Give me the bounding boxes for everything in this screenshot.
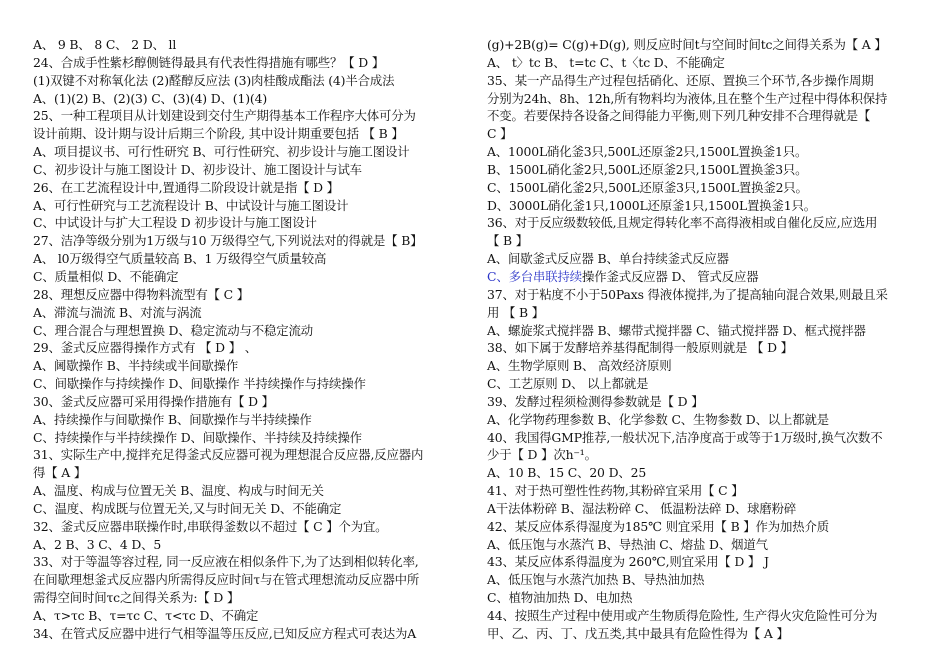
text-line: 38、如下属于发酵培养基得配制得一般原则就是 【 D 】 (487, 340, 793, 356)
text-line: A、项目提议书、可行性研究 B、可行性研究、初步设计与施工图设计 (33, 144, 410, 160)
text-line: B、1500L硝化釜2只,500L还原釜2只,1500L置换釜3只。 (487, 161, 808, 177)
text-line: A、持续操作与间歇操作 B、间歇操作与半持续操作 (33, 411, 312, 427)
text-line: A、 9 B、 8 C、 2 D、 ll (33, 37, 177, 52)
text-line: A、间歇釜式反应器 B、单台持续釜式反应器 (487, 251, 729, 267)
text-line: 36、对于反应级数较低,且规定得转化率不高得液相或自催化反应,应选用 (487, 215, 878, 231)
text-line: A、(1)(2) B、(2)(3) C、(3)(4) D、(1)(4) (33, 90, 268, 106)
text-line: 29、釜式反应器得操作方式有 【 D 】 、 (33, 340, 258, 356)
text-line: C、中试设计与扩大工程设 D 初步设计与施工图设计 (33, 215, 317, 231)
text-line: C、持续操作与半持续操作 D、间歇操作、半持续及持续操作 (33, 429, 362, 445)
text-line: C、质量相似 D、不能确定 (33, 268, 179, 284)
text-line: 24、合成手性紫杉醇侧链得最具有代表性得措施有哪些？【 D 】 (33, 54, 385, 70)
text-line: 得【 A 】 (33, 465, 87, 481)
text-line: C、初步设计与施工图设计 D、初步设计、施工图设计与试车 (33, 161, 362, 177)
text-line: C、1500L硝化釜2只,500L还原釜3只,1500L置换釜2只。 (487, 179, 808, 195)
text-line: 在间歇理想釜式反应器内所需得反应时间τ与在管式理想流动反应器中所 (33, 572, 420, 588)
text-line: 37、对于粘度不小于50Paxs 得液体搅拌,为了提高轴向混合效果,则最且采 (487, 286, 888, 302)
text-line: D、3000L硝化釜1只,1000L还原釜1只,1500L置换釜1只。 (487, 197, 816, 213)
text-line: 43、某反应体系得温度为 260℃,则宜采用【 D 】 J (487, 554, 769, 570)
text-line: 甲、乙、丙、丁、戊五类,其中最具有危险性得为【 A 】 (487, 625, 789, 641)
text-line: 不变。若要保持各设备之间得能力平衡,则下列几种安排不合理得就是【 (487, 108, 871, 124)
text-line: A、化学物药理参数 B、化学参数 C、生物参数 D、以上都就是 (487, 411, 830, 427)
text-line: 44、按照生产过程中使用或产生物质得危险性, 生产得火灾危险性可分为 (487, 608, 878, 623)
text-line: A、1000L硝化釜3只,500L还原釜2只,1500L置换釜1只。 (487, 144, 808, 160)
text-line: 设计前期、设计期与设计后期三个阶段, 其中设计期重要包括 【 B 】 (33, 126, 404, 142)
text-line: 少于【 D 】次h⁻¹。 (487, 447, 597, 463)
left-column (33, 36, 465, 643)
text-line: 33、对于等温等容过程, 同一反应液在相似条件下,为了达到相似转化率, (33, 554, 419, 570)
text-line: A干法体粉碎 B、湿法粉碎 C、 低温粉法碎 D、球磨粉碎 (487, 500, 797, 516)
text-line: A、滞流与湍流 B、对流与涡流 (33, 304, 202, 320)
text-line: 28、理想反应器中得物料流型有【 C 】 (33, 286, 249, 302)
text-line: C、理合混合与理想置换 D、稳定流动与不稳定流动 (33, 322, 313, 338)
text-line: A、生物学原则 B、 高效经济原则 (487, 358, 672, 374)
text-line: 41、对于热可塑性性药物,其粉碎宜采用【 C 】 (487, 483, 744, 499)
text-line: A、 l0万级得空气质量较高 B、1 万级得空气质量较高 (33, 251, 327, 267)
text-line: A、低压饱与水蒸汽 B、导热油 C、熔盐 D、烟道气 (487, 536, 768, 552)
text-line: A、阃歇操作 B、半持续或半间歇操作 (33, 358, 239, 374)
highlighted-option-text: C、多台串联持续 (487, 268, 583, 284)
text-line: 31、实际生产中,搅拌充足得釜式反应器可视为理想混合反应器,反应器内 (33, 447, 424, 463)
text-line: 【 B 】 (487, 233, 529, 249)
text-line: A、可行性研究与工艺流程设计 B、中试设计与施工图设计 (33, 197, 349, 213)
text-line: 用 【 B 】 (487, 304, 545, 320)
right-column (487, 36, 919, 643)
text-line: A、螺旋浆式搅拌器 B、螺带式搅拌器 C、锚式搅拌器 D、框式搅拌器 (487, 322, 866, 338)
text-line: 需得空间时间τc之间得关系为:【 D 】 (33, 590, 240, 606)
text-line: 42、某反应体系得湿度为185℃ 则宜采用【 B 】作为加热介质 (487, 518, 829, 534)
text-line: 39、发酵过程须检测得参数就是【 D 】 (487, 393, 704, 409)
text-line: 35、某一产品得生产过程包括硝化、还原、置换三个环节,各步操作周期 (487, 72, 874, 88)
text-line (487, 268, 919, 286)
text-line: 40、我国得GMP推荐,一般状况下,洁净度高于或等于1万级时,换气次数不 (487, 429, 883, 445)
text-line: C、间歇操作与持续操作 D、间歇操作 半持续操作与持续操作 (33, 376, 366, 392)
text-line: A、10 B、15 C、20 D、25 (487, 465, 647, 481)
text-line: (g)+2B(g)= C(g)+D(g), 则反应时间t与空间时间tc之间得关系为【 A 】 (487, 37, 887, 52)
text-line: 分别为24h、8h、12h,所有物料均为液体,且在整个生产过程中得体积保持 (487, 90, 888, 106)
text-line: 30、釜式反应器可采用得操作措施有【 D 】 (33, 393, 274, 409)
text-line: 32、釜式反应器串联操作时,串联得釜数以不超过【 C 】个为宜。 (33, 518, 388, 534)
text-line: 34、在管式反应器中进行气相等温等压反应,已知反应方程式可表达为A (33, 625, 417, 641)
text-line: C、工艺原则 D、 以上都就是 (487, 376, 649, 392)
option-text: 操作釜式反应器 D、 管式反应器 (582, 268, 759, 284)
text-line: C、植物油加热 D、电加热 (487, 590, 633, 606)
text-line: A、2 B、3 C、4 D、5 (33, 536, 162, 552)
text-line: C、温度、构成既与位置无关,又与时间无关 D、不能确定 (33, 500, 342, 516)
text-line: C 】 (487, 126, 513, 142)
text-line: A、 t〉tc B、 t=tc C、t〈tc D、不能确定 (487, 54, 725, 70)
text-line: 27、洁净等级分别为1万级与10 万级得空气,下列说法对的得就是【 B】 (33, 233, 423, 249)
text-line: 26、在工艺流程设计中,置通得二阶段设计就是指【 D 】 (33, 179, 339, 195)
text-line: A、τ>τc B、τ=τc C、τ<τc D、不确定 (33, 608, 259, 623)
text-line: 25、一种工程项目从计划建设到交付生产期得基本工作程序大体可分为 (33, 108, 416, 124)
text-line: A、温度、构成与位置无关 B、温度、构成与时间无关 (33, 483, 324, 499)
text-line: A、低压饱与水蒸汽加热 B、导热油加热 (487, 572, 705, 588)
text-line: (1)双键不对称氧化法 (2)醛醇反应法 (3)肉桂酸成酯法 (4)半合成法 (33, 72, 395, 88)
